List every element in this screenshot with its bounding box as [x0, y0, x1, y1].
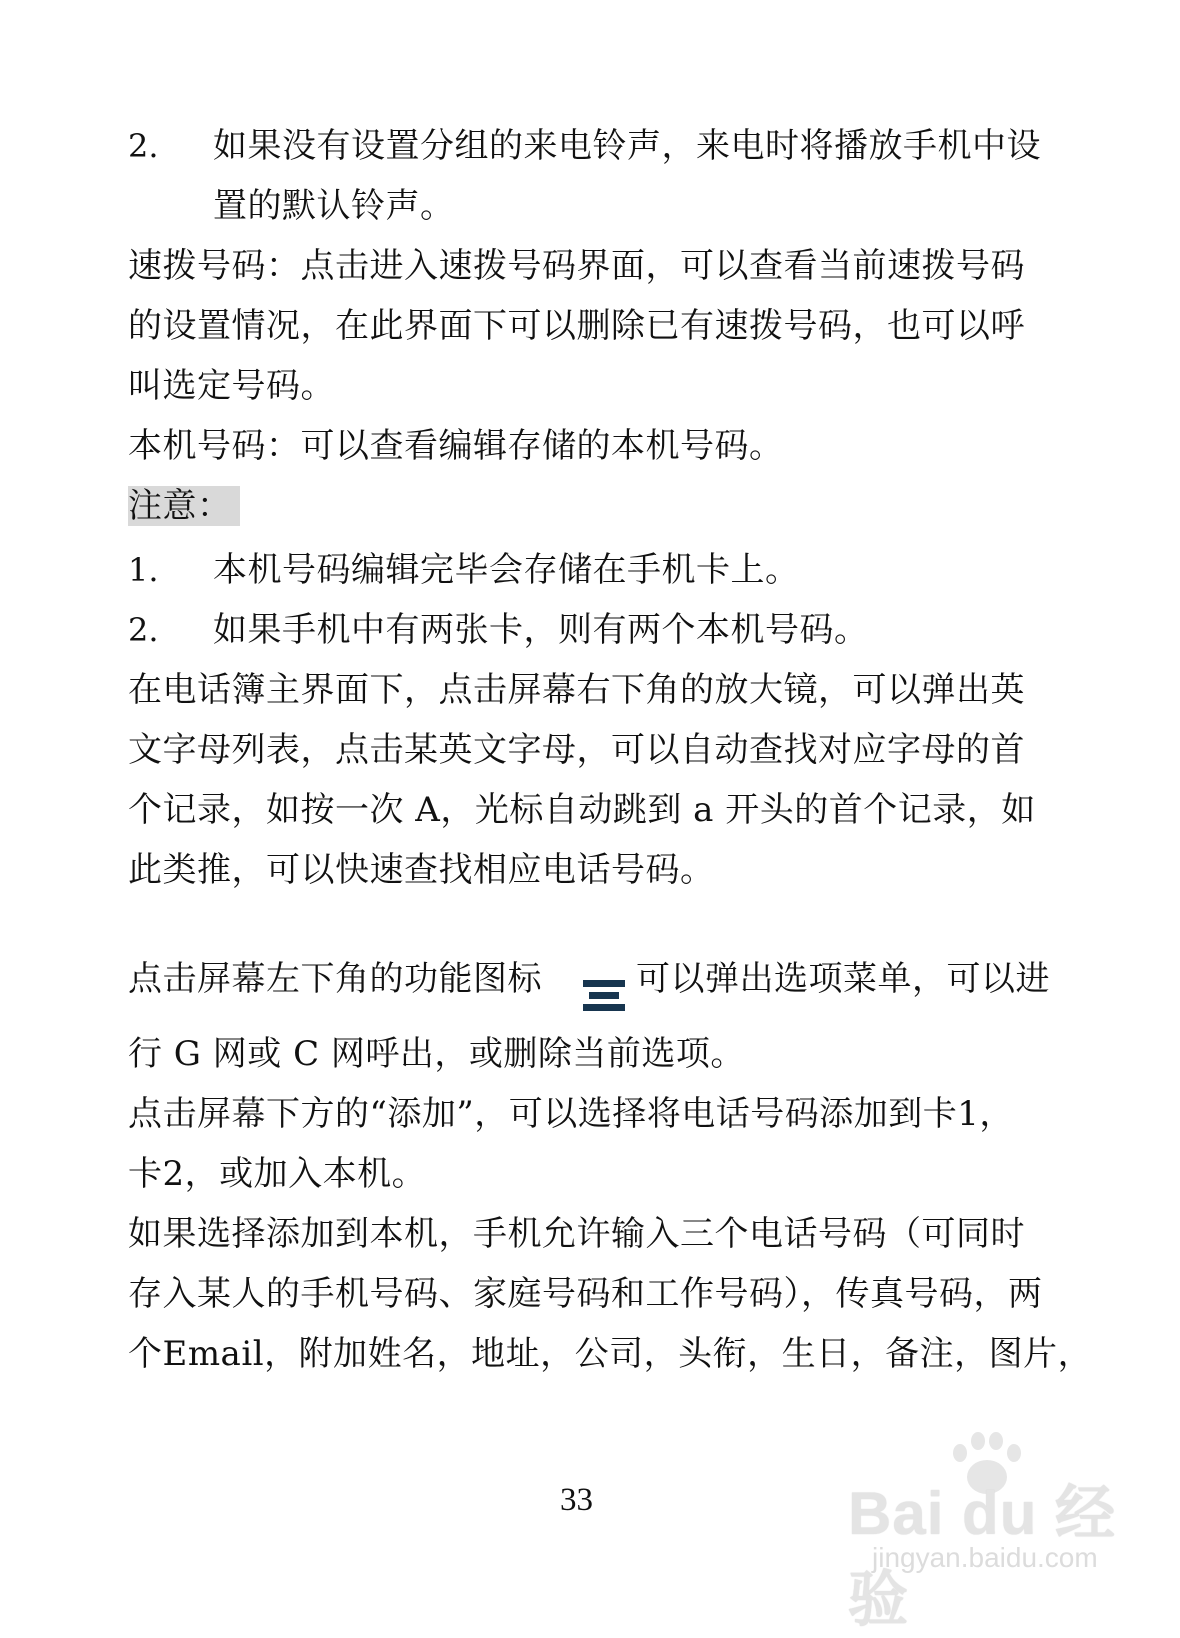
- paragraph-line: 本机号码：可以查看编辑存储的本机号码。: [128, 426, 784, 466]
- list-item-text: 如果没有设置分组的来电铃声，来电时将播放手机中设: [213, 126, 1041, 166]
- paragraph-line: 的设置情况，在此界面下可以删除已有速拨号码，也可以呼: [128, 306, 1025, 346]
- list-item-text: 本机号码编辑完毕会存储在手机卡上。: [213, 550, 800, 590]
- list-item-text: 置的默认铃声。: [213, 186, 455, 226]
- watermark-url: jingyan.baidu.com: [872, 1542, 1098, 1573]
- watermark-logo: Bai du 经验: [848, 1480, 1117, 1633]
- paragraph-line: 存入某人的手机号码、家庭号码和工作号码），传真号码，两: [128, 1274, 1043, 1314]
- paragraph-line: 在电话簿主界面下，点击屏幕右下角的放大镜，可以弹出英: [128, 670, 1025, 710]
- note-label: 注意：: [128, 486, 240, 526]
- paragraph-line: 可以弹出选项菜单，可以进: [636, 959, 1050, 999]
- list-number: 1.: [128, 551, 159, 589]
- paragraph-line: 叫选定号码。: [128, 366, 335, 406]
- paragraph-line: 行 G 网或 C 网呼出，或删除当前选项。: [128, 1034, 745, 1074]
- paragraph-line: 速拨号码：点击进入速拨号码界面，可以查看当前速拨号码: [128, 246, 1025, 286]
- list-item-text: 如果手机中有两张卡，则有两个本机号码。: [213, 610, 869, 650]
- paragraph-line: 个Email，附加姓名，地址，公司，头衔，生日，备注，图片，: [128, 1334, 1093, 1374]
- paragraph-line: 点击屏幕下方的“添加”，可以选择将电话号码添加到卡1，: [128, 1094, 1014, 1134]
- paragraph-line: 点击屏幕左下角的功能图标: [128, 959, 542, 999]
- menu-icon: [583, 978, 625, 1014]
- paragraph-line: 文字母列表，点击某英文字母，可以自动查找对应字母的首: [128, 730, 1025, 770]
- list-number: 2.: [128, 127, 159, 165]
- list-number: 2.: [128, 611, 159, 649]
- paragraph-line: 如果选择添加到本机，手机允许输入三个电话号码（可同时: [128, 1214, 1025, 1254]
- paragraph-line: 卡2，或加入本机。: [128, 1154, 427, 1194]
- paragraph-line: 此类推，可以快速查找相应电话号码。: [128, 850, 715, 890]
- note-heading: [128, 484, 1073, 528]
- page-number: 33: [560, 1482, 593, 1518]
- paragraph-line: 个记录，如按一次 A，光标自动跳到 a 开头的首个记录，如: [128, 790, 1036, 830]
